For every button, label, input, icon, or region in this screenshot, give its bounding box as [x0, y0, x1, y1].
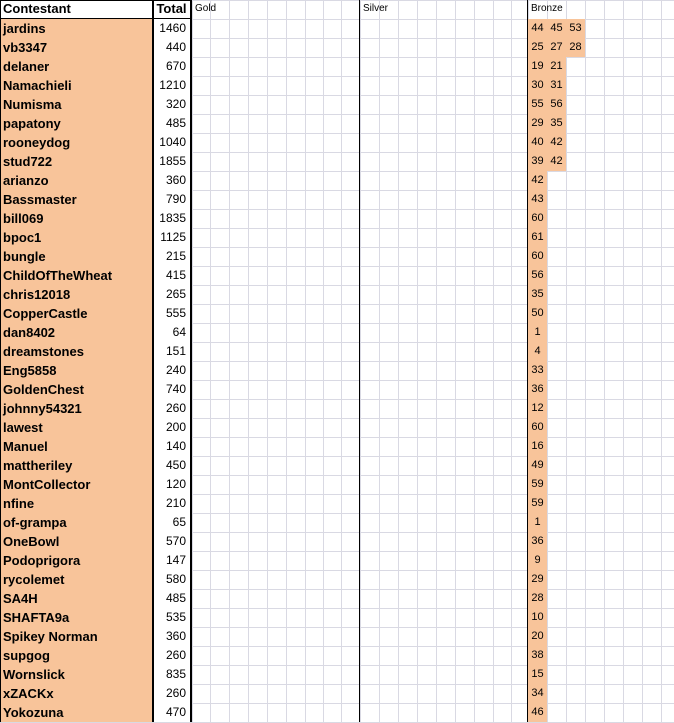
bronze-cell[interactable]: 12 — [528, 399, 547, 418]
contestant-name-cell[interactable]: xZACKx — [0, 684, 153, 703]
contestant-name-cell[interactable]: lawest — [0, 418, 153, 437]
total-cell[interactable]: 450 — [153, 456, 190, 475]
bronze-cell[interactable]: 20 — [528, 627, 547, 646]
bronze-cell[interactable]: 27 — [547, 38, 566, 57]
total-cell[interactable]: 260 — [153, 646, 190, 665]
contestant-name-cell[interactable]: CopperCastle — [0, 304, 153, 323]
header-contestant[interactable]: Contestant — [3, 1, 71, 16]
contestant-name-cell[interactable]: Namachieli — [0, 76, 153, 95]
total-cell[interactable]: 147 — [153, 551, 190, 570]
total-cell[interactable]: 151 — [153, 342, 190, 361]
contestant-name-cell[interactable]: Podoprigora — [0, 551, 153, 570]
total-cell[interactable]: 260 — [153, 399, 190, 418]
bronze-cell[interactable]: 25 — [528, 38, 547, 57]
total-cell[interactable]: 120 — [153, 475, 190, 494]
total-cell[interactable]: 240 — [153, 361, 190, 380]
total-cell[interactable]: 140 — [153, 437, 190, 456]
bronze-cell[interactable]: 4 — [528, 342, 547, 361]
bronze-cell[interactable]: 55 — [528, 95, 547, 114]
bronze-cell[interactable]: 39 — [528, 152, 547, 171]
header-gold[interactable]: Gold — [195, 3, 217, 14]
total-cell[interactable]: 670 — [153, 57, 190, 76]
header-bronze[interactable]: Bronze — [531, 3, 563, 14]
bronze-cell[interactable]: 10 — [528, 608, 547, 627]
total-cell[interactable]: 790 — [153, 190, 190, 209]
bronze-cell[interactable]: 33 — [528, 361, 547, 380]
contestant-name-cell[interactable]: Bassmaster — [0, 190, 153, 209]
bronze-cell[interactable]: 60 — [528, 209, 547, 228]
contestant-name-cell[interactable]: nfine — [0, 494, 153, 513]
contestant-name-cell[interactable]: Manuel — [0, 437, 153, 456]
contestant-name-cell[interactable]: Yokozuna — [0, 703, 153, 722]
total-cell[interactable]: 570 — [153, 532, 190, 551]
total-cell[interactable]: 65 — [153, 513, 190, 532]
total-cell[interactable]: 415 — [153, 266, 190, 285]
contestant-name-cell[interactable]: OneBowl — [0, 532, 153, 551]
bronze-cell[interactable]: 29 — [528, 114, 547, 133]
header-border — [0, 18, 190, 19]
contestant-name-cell[interactable]: GoldenChest — [0, 380, 153, 399]
bronze-cell[interactable]: 43 — [528, 190, 547, 209]
total-cell[interactable]: 360 — [153, 627, 190, 646]
total-cell[interactable]: 485 — [153, 114, 190, 133]
bronze-cell[interactable]: 34 — [528, 684, 547, 703]
bronze-cell[interactable]: 9 — [528, 551, 547, 570]
contestant-name-cell[interactable]: mattheriley — [0, 456, 153, 475]
total-cell[interactable]: 215 — [153, 247, 190, 266]
total-cell[interactable]: 320 — [153, 95, 190, 114]
contestant-name-cell[interactable]: johnny54321 — [0, 399, 153, 418]
total-cell[interactable]: 1040 — [153, 133, 190, 152]
total-cell[interactable]: 485 — [153, 589, 190, 608]
bronze-cell[interactable]: 60 — [528, 247, 547, 266]
header-total[interactable]: Total — [156, 1, 187, 16]
bronze-cell[interactable]: 38 — [528, 646, 547, 665]
bronze-cell[interactable]: 29 — [528, 570, 547, 589]
bronze-cell[interactable]: 1 — [528, 513, 547, 532]
total-cell[interactable]: 1125 — [153, 228, 190, 247]
column-border — [0, 0, 1, 722]
total-cell[interactable]: 1855 — [153, 152, 190, 171]
bronze-cell[interactable]: 31 — [547, 76, 566, 95]
contestant-name-cell[interactable]: arianzo — [0, 171, 153, 190]
total-cell[interactable]: 1835 — [153, 209, 190, 228]
contestant-name-cell[interactable]: dan8402 — [0, 323, 153, 342]
bronze-cell[interactable]: 28 — [566, 38, 585, 57]
bronze-cell[interactable]: 59 — [528, 475, 547, 494]
total-cell[interactable]: 470 — [153, 703, 190, 722]
total-cell[interactable]: 835 — [153, 665, 190, 684]
total-cell[interactable]: 1210 — [153, 76, 190, 95]
total-cell[interactable]: 360 — [153, 171, 190, 190]
contestant-name-cell[interactable]: dreamstones — [0, 342, 153, 361]
total-cell[interactable]: 260 — [153, 684, 190, 703]
contestant-name-cell[interactable]: papatony — [0, 114, 153, 133]
total-cell[interactable]: 555 — [153, 304, 190, 323]
contestant-name-cell[interactable]: Eng5858 — [0, 361, 153, 380]
total-cell[interactable]: 210 — [153, 494, 190, 513]
bronze-cell[interactable]: 59 — [528, 494, 547, 513]
contestant-name-cell[interactable]: jardins — [0, 19, 153, 38]
contestant-name-cell[interactable]: SA4H — [0, 589, 153, 608]
bronze-cell[interactable]: 42 — [528, 171, 547, 190]
column-border — [359, 0, 360, 722]
contestant-name-cell[interactable]: delaner — [0, 57, 153, 76]
bronze-cell[interactable]: 49 — [528, 456, 547, 475]
bronze-cell[interactable]: 46 — [528, 703, 547, 722]
contestant-name-cell[interactable]: ChildOfTheWheat — [0, 266, 153, 285]
contestant-name-cell[interactable]: of-grampa — [0, 513, 153, 532]
bronze-cell[interactable]: 42 — [547, 133, 566, 152]
total-cell[interactable]: 200 — [153, 418, 190, 437]
bronze-cell[interactable]: 35 — [547, 114, 566, 133]
column-border — [527, 0, 528, 722]
bronze-cell[interactable]: 36 — [528, 380, 547, 399]
header-silver[interactable]: Silver — [363, 3, 389, 14]
contestant-name-cell[interactable]: stud722 — [0, 152, 153, 171]
contestant-name-cell[interactable]: supgog — [0, 646, 153, 665]
contestant-name-cell[interactable]: rycolemet — [0, 570, 153, 589]
bronze-cell[interactable]: 21 — [547, 57, 566, 76]
bronze-cell[interactable]: 44 — [528, 19, 547, 38]
bronze-cell[interactable]: 36 — [528, 532, 547, 551]
contestant-name-cell[interactable]: rooneydog — [0, 133, 153, 152]
total-cell[interactable]: 740 — [153, 380, 190, 399]
column-border — [190, 0, 192, 722]
bronze-cell[interactable]: 16 — [528, 437, 547, 456]
contestant-name-cell[interactable]: bill069 — [0, 209, 153, 228]
top-border — [0, 0, 190, 1]
bronze-cell[interactable]: 19 — [528, 57, 547, 76]
total-cell[interactable]: 265 — [153, 285, 190, 304]
contestant-name-cell[interactable]: bpoc1 — [0, 228, 153, 247]
contestant-name-cell[interactable]: Wornslick — [0, 665, 153, 684]
bronze-cell[interactable]: 42 — [547, 152, 566, 171]
contestant-name-cell[interactable]: SHAFTA9a — [0, 608, 153, 627]
bronze-cell[interactable]: 28 — [528, 589, 547, 608]
bronze-cell[interactable]: 35 — [528, 285, 547, 304]
contestant-name-cell[interactable]: MontCollector — [0, 475, 153, 494]
total-cell[interactable]: 440 — [153, 38, 190, 57]
bronze-cell[interactable]: 56 — [528, 266, 547, 285]
bronze-cell[interactable]: 50 — [528, 304, 547, 323]
bronze-cell[interactable]: 40 — [528, 133, 547, 152]
bronze-cell[interactable]: 45 — [547, 19, 566, 38]
bronze-cell[interactable]: 56 — [547, 95, 566, 114]
bronze-cell[interactable]: 61 — [528, 228, 547, 247]
column-border — [152, 0, 154, 722]
bronze-cell[interactable]: 53 — [566, 19, 585, 38]
total-cell[interactable]: 1460 — [153, 19, 190, 38]
contestant-name-cell[interactable]: chris12018 — [0, 285, 153, 304]
bronze-cell[interactable]: 30 — [528, 76, 547, 95]
total-cell[interactable]: 580 — [153, 570, 190, 589]
bronze-cell[interactable]: 15 — [528, 665, 547, 684]
contestant-name-cell[interactable]: vb3347 — [0, 38, 153, 57]
bronze-cell[interactable]: 60 — [528, 418, 547, 437]
contestant-name-cell[interactable]: Numisma — [0, 95, 153, 114]
total-cell[interactable]: 535 — [153, 608, 190, 627]
contestant-name-cell[interactable]: Spikey Norman — [0, 627, 153, 646]
total-cell[interactable]: 64 — [153, 323, 190, 342]
contestant-name-cell[interactable]: bungle — [0, 247, 153, 266]
bronze-cell[interactable]: 1 — [528, 323, 547, 342]
